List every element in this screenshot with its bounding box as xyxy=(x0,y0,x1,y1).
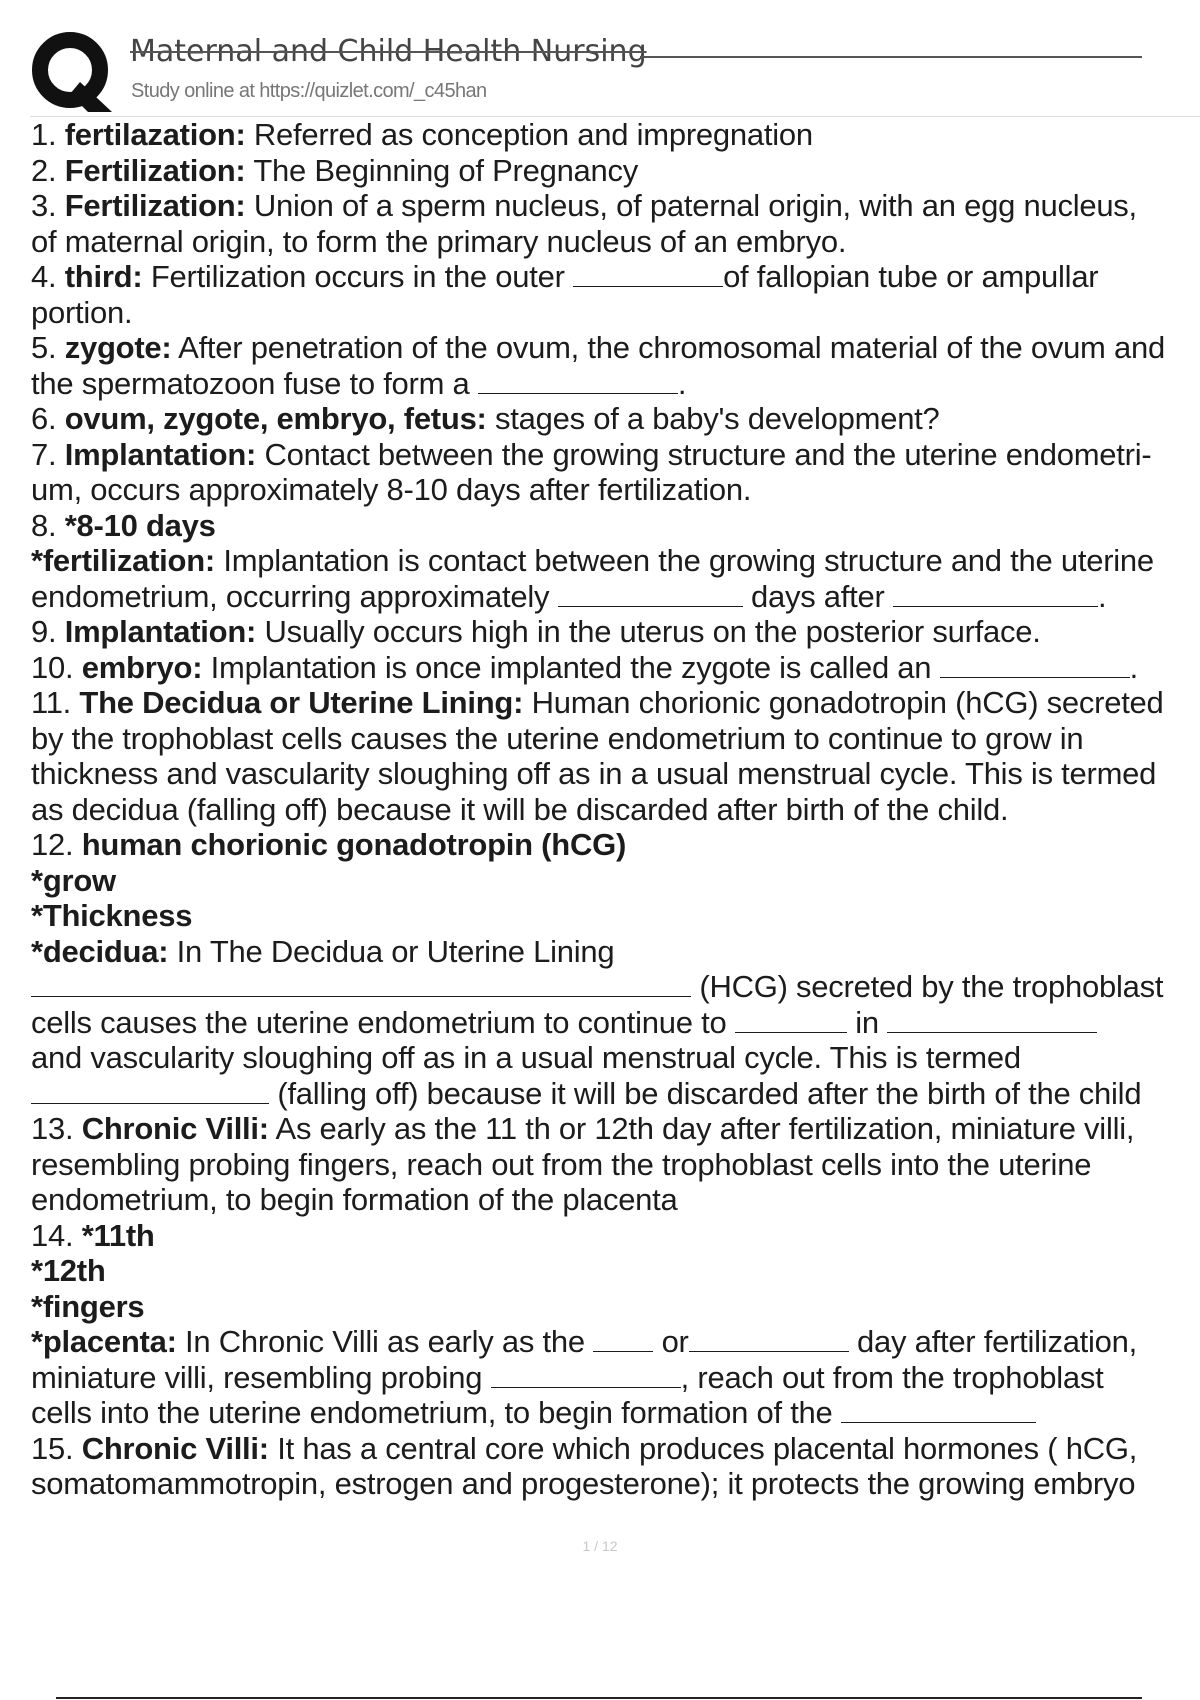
fill-blank xyxy=(573,262,723,287)
fill-blank xyxy=(735,1008,847,1033)
quizlet-q-logo-icon xyxy=(30,30,114,114)
title-rule xyxy=(640,56,1142,58)
list-item: 13. Chronic Villi: As early as the 11 th or 12th day after fertilization, miniature villi, resembling probing fingers, reach out from the trophoblast cells into the uterine endometrium, to begin formation of the placenta xyxy=(31,1111,1135,1217)
list-item: 4. third: Fertilization occurs in the outer of fallopian tube or ampullar portion. xyxy=(31,259,1099,330)
list-item: 3. Fertilization: Union of a sperm nucleus, of paternal origin, with an egg nucleus, of maternal origin, to form the primary nucleus of an embryo. xyxy=(31,188,1137,259)
flashcard-list xyxy=(31,117,1199,1502)
fill-blank xyxy=(558,582,743,607)
fill-blank xyxy=(491,1363,681,1388)
fill-blank xyxy=(31,972,691,997)
list-item: 12. human chorionic gonadotropin (hCG) *grow *Thickness *decidua: In The Decidua or Uterine Lining (HCG) secreted by the trophoblast cells causes the uterine endometrium to continue to in and vascularity sloughing off as in a usual menstrual cycle. This is termed (falling off) because it will be discarded after the birth of the child xyxy=(31,827,1164,1111)
list-item: 8. *8-10 days *fertilization: Implantation is contact between the growing structure and the uterine endometrium, occurring approximately days after . xyxy=(31,507,1154,614)
list-item: 14. *11th *12th *fingers *placenta: In Chronic Villi as early as the or day after fertilization, miniature villi, resembling probing , reach out from the trophoblast cells into the uterine endometrium, to begin formation of the xyxy=(31,1217,1138,1430)
fill-blank xyxy=(887,1008,1097,1033)
fill-blank xyxy=(689,1327,849,1352)
fill-blank xyxy=(841,1398,1036,1423)
study-online-link[interactable]: Study online at https://quizlet.com/_c45han xyxy=(131,80,487,102)
fill-blank xyxy=(893,582,1098,607)
list-item: 5. zygote: After penetration of the ovum, the chromosomal material of the ovum and the spermatozoon fuse to form a . xyxy=(31,330,1165,401)
page-number: 1 / 12 xyxy=(582,1538,618,1554)
list-item: 1. fertilazation: Referred as conception and impregnation xyxy=(31,117,813,152)
document-title: Maternal and Child Health Nursing xyxy=(130,34,647,69)
fill-blank xyxy=(478,369,678,394)
footer-divider xyxy=(56,1697,1142,1699)
list-item: 15. Chronic Villi: It has a central core which produces placental hormones ( hCG, somatomammotropin, estrogen and progesterone); it protects the growing embryo xyxy=(31,1430,1138,1501)
list-item: 2. Fertilization: The Beginning of Pregnancy xyxy=(31,152,639,188)
list-item: 11. The Decidua or Uterine Lining: Human chorionic gonadotropin (hCG) secreted by the trophoblast cells causes the uterine endometrium to continue to grow in thickness and vascularity sloughing off as in a usual menstrual cycle. This is termed as decidua (falling off) because it will be discarded after birth of the child. xyxy=(31,685,1164,827)
page-header xyxy=(0,0,1200,118)
list-item: 6. ovum, zygote, embryo, fetus: stages of a baby's development? xyxy=(31,401,940,436)
fill-blank xyxy=(940,653,1130,678)
list-item: 10. embryo: Implantation is once implanted the zygote is called an . xyxy=(31,649,1139,685)
fill-blank xyxy=(31,1079,269,1104)
fill-blank xyxy=(593,1327,653,1352)
list-item: 7. Implantation: Contact between the growing structure and the uterine endometri- um, occurs approximately 8-10 days after fertilization. xyxy=(31,436,1152,507)
list-item: 9. Implantation: Usually occurs high in the uterus on the posterior surface. xyxy=(31,614,1041,649)
